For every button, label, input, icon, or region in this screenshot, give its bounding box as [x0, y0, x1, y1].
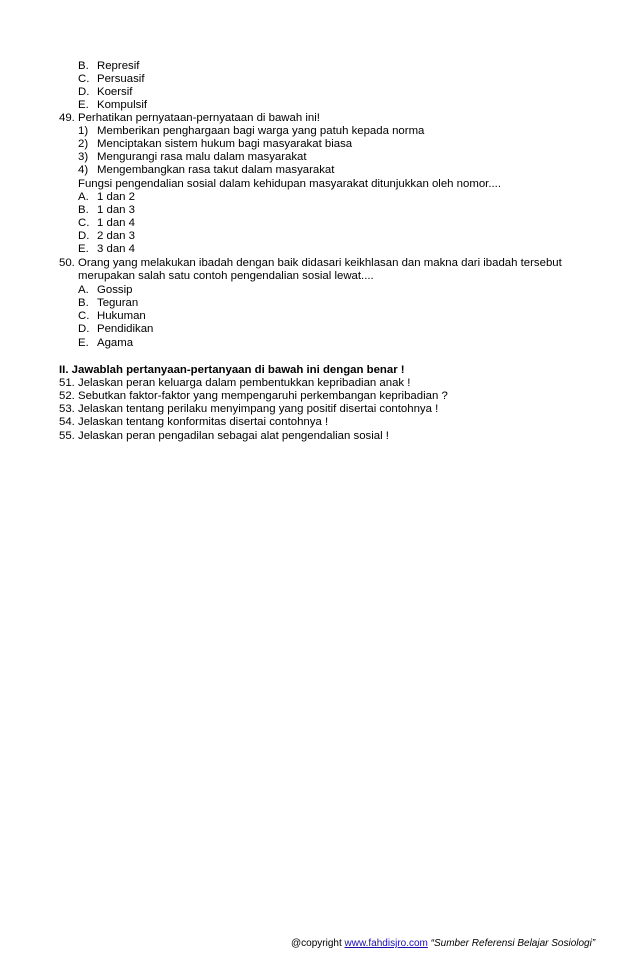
q49-option-a: A. 1 dan 2	[78, 191, 136, 203]
page-footer	[291, 938, 595, 949]
essay-question-53: 53. Jelaskan tentang perilaku menyimpang yang positif disertai contohnya !	[59, 403, 439, 415]
q48-option-d: D. Koersif	[78, 86, 133, 98]
q49-option-d: D. 2 dan 3	[78, 230, 136, 242]
q50-option-d: D. Pendidikan	[78, 323, 154, 335]
q50-option-e: E. Agama	[78, 337, 134, 349]
q48-option-c: C. Persuasif	[78, 73, 145, 85]
q50-question-cont: merupakan salah satu contoh pengendalian sosial lewat....	[78, 270, 374, 282]
q49-statement-4: 4) Mengembangkan rasa takut dalam masyarakat	[78, 164, 335, 176]
essay-question-55: 55. Jelaskan peran pengadilan sebagai alat pengendalian sosial !	[59, 430, 389, 442]
q49-statement-1: 1) Memberikan penghargaan bagi warga yang patuh kepada norma	[78, 125, 425, 137]
footer-link[interactable]: www.fahdisjro.com	[344, 938, 428, 949]
essay-question-52: 52. Sebutkan faktor-faktor yang mempengaruhi perkembangan kepribadian ?	[59, 390, 448, 402]
q49-option-e: E. 3 dan 4	[78, 243, 136, 255]
q48-option-b: B. Represif	[78, 60, 140, 72]
q49-question: 49. Perhatikan pernyataan-pernyataan di bawah ini!	[59, 112, 320, 124]
section-2-title: II. Jawablah pertanyaan-pertanyaan di bawah ini dengan benar !	[59, 364, 405, 376]
q50-question: 50. Orang yang melakukan ibadah dengan baik didasari keikhlasan dan makna dari ibadah tersebut	[59, 257, 562, 269]
q50-option-b: B. Teguran	[78, 297, 139, 309]
essay-question-54: 54. Jelaskan tentang konformitas disertai contohnya !	[59, 416, 329, 428]
q49-prompt: Fungsi pengendalian sosial dalam kehidupan masyarakat ditunjukkan oleh nomor....	[78, 178, 501, 190]
q49-statement-2: 2) Menciptakan sistem hukum bagi masyarakat biasa	[78, 138, 353, 150]
essay-question-51: 51. Jelaskan peran keluarga dalam pembentukkan kepribadian anak !	[59, 377, 411, 389]
q50-option-a: A. Gossip	[78, 284, 133, 296]
q48-option-e: E. Kompulsif	[78, 99, 148, 111]
q50-option-c: C. Hukuman	[78, 310, 146, 322]
q49-option-c: C. 1 dan 4	[78, 217, 136, 229]
footer-tagline: “Sumber Referensi Belajar Sosiologi”	[430, 938, 596, 949]
q49-option-b: B. 1 dan 3	[78, 204, 136, 216]
q49-statement-3: 3) Mengurangi rasa malu dalam masyarakat	[78, 151, 307, 163]
copyright-text: @copyright	[291, 938, 342, 949]
